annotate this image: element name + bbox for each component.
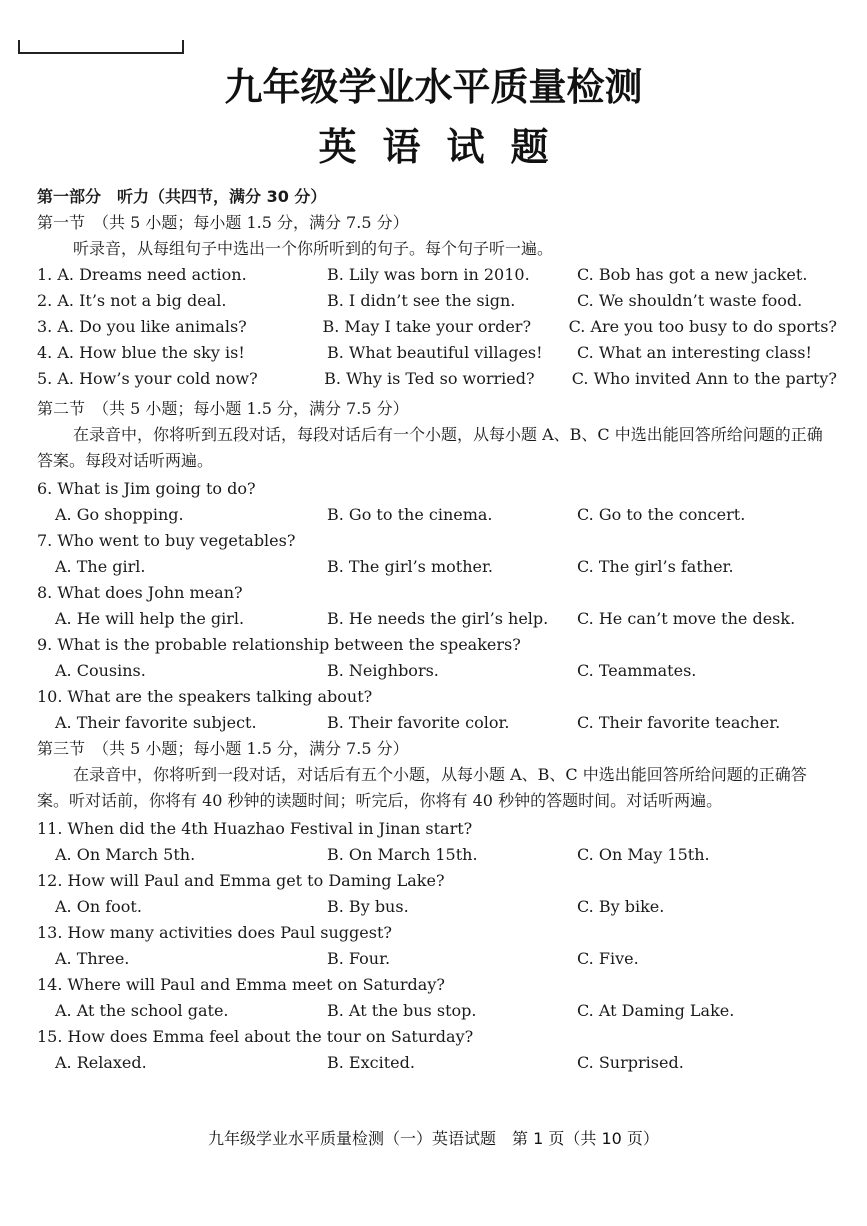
option-b: B. Go to the cinema. xyxy=(327,505,493,524)
option-b: B. Why is Ted so worried? xyxy=(324,369,535,388)
option-a: A. Go shopping. xyxy=(55,505,184,524)
option-a: A. On foot. xyxy=(55,897,142,916)
question-stem: 8. What does John mean? xyxy=(37,583,243,602)
question-row xyxy=(37,288,837,314)
section3-instruction: 在录音中，你将听到一段对话，对话后有五个小题，从每小题 A、B、C 中选出能回答所给问题的正确答案。听对话前，你将有 40 秒钟的读题时间；听完后，你将有 40 秒钟的答题时间。对话听两遍。 xyxy=(37,765,807,810)
section1-items xyxy=(37,262,837,392)
exam-title: 九年级学业水平质量检测 xyxy=(224,65,643,109)
option-a: A. Their favorite subject. xyxy=(55,713,257,732)
option-c: C. We shouldn’t waste food. xyxy=(577,291,803,310)
question-options xyxy=(37,1050,837,1076)
section3-heading: 第三节 （共 5 小题；每小题 1.5 分，满分 7.5 分） xyxy=(37,739,409,758)
section2-instruction: 在录音中，你将听到五段对话，每段对话后有一个小题，从每小题 A、B、C 中选出能回答所给问题的正确答案。每段对话听两遍。 xyxy=(37,425,823,470)
part1-heading: 第一部分 听力（共四节，满分 30 分） xyxy=(37,187,327,206)
option-c: C. Go to the concert. xyxy=(577,505,746,524)
question-stem: 11. When did the 4th Huazhao Festival in Jinan start? xyxy=(37,819,473,838)
question-options xyxy=(37,842,837,868)
option-b: B. May I take your order? xyxy=(322,317,532,336)
question-row xyxy=(37,314,837,340)
question-options xyxy=(37,658,837,684)
option-a: A. At the school gate. xyxy=(55,1001,229,1020)
question-stem: 10. What are the speakers talking about? xyxy=(37,687,373,706)
option-c: C. Surprised. xyxy=(577,1053,684,1072)
option-c: C. Who invited Ann to the party? xyxy=(571,369,837,388)
option-c: C. Their favorite teacher. xyxy=(577,713,781,732)
binding-corner-mark xyxy=(18,40,184,54)
section3-items xyxy=(37,816,837,1076)
question-stem: 15. How does Emma feel about the tour on Saturday? xyxy=(37,1027,474,1046)
option-a: 3. A. Do you like animals? xyxy=(37,317,247,336)
question-options xyxy=(37,946,837,972)
option-c: C. On May 15th. xyxy=(577,845,710,864)
option-b: B. He needs the girl’s help. xyxy=(327,609,549,628)
option-b: B. Their favorite color. xyxy=(327,713,510,732)
question-options xyxy=(37,606,837,632)
question-options xyxy=(37,502,837,528)
option-b: B. Lily was born in 2010. xyxy=(327,265,530,284)
question-options xyxy=(37,554,837,580)
option-c: C. He can’t move the desk. xyxy=(577,609,796,628)
exam-subtitle: 英语试题 xyxy=(318,125,575,169)
option-c: C. What an interesting class! xyxy=(577,343,812,362)
option-b: B. Four. xyxy=(327,949,391,968)
option-a: A. Cousins. xyxy=(55,661,146,680)
option-a: 5. A. How’s your cold now? xyxy=(37,369,258,388)
question-row xyxy=(37,262,837,288)
question-stem: 12. How will Paul and Emma get to Daming Lake? xyxy=(37,871,445,890)
option-c: C. Five. xyxy=(577,949,639,968)
option-b: B. The girl’s mother. xyxy=(327,557,493,576)
section1-heading: 第一节 （共 5 小题；每小题 1.5 分，满分 7.5 分） xyxy=(37,213,409,232)
option-a: 4. A. How blue the sky is! xyxy=(37,343,245,362)
option-b: B. Excited. xyxy=(327,1053,415,1072)
section2-items xyxy=(37,476,837,736)
option-a: 1. A. Dreams need action. xyxy=(37,265,247,284)
option-b: B. At the bus stop. xyxy=(327,1001,477,1020)
question-stem: 9. What is the probable relationship between the speakers? xyxy=(37,635,521,654)
option-c: C. The girl’s father. xyxy=(577,557,734,576)
question-options xyxy=(37,710,837,736)
option-b: B. I didn’t see the sign. xyxy=(327,291,516,310)
option-a: A. Relaxed. xyxy=(55,1053,147,1072)
section2-heading: 第二节 （共 5 小题；每小题 1.5 分，满分 7.5 分） xyxy=(37,399,409,418)
question-row xyxy=(37,340,837,366)
question-stem: 6. What is Jim going to do? xyxy=(37,479,256,498)
exam-content xyxy=(37,184,837,1076)
section1-instruction: 听录音，从每组句子中选出一个你所听到的句子。每个句子听一遍。 xyxy=(73,239,554,258)
option-b: B. By bus. xyxy=(327,897,409,916)
option-a: A. On March 5th. xyxy=(55,845,196,864)
option-c: C. At Daming Lake. xyxy=(577,1001,735,1020)
page-footer: 九年级学业水平质量检测（一）英语试题 第 1 页（共 10 页） xyxy=(208,1129,659,1148)
option-a: A. The girl. xyxy=(55,557,146,576)
option-a: A. Three. xyxy=(55,949,130,968)
option-b: B. On March 15th. xyxy=(327,845,478,864)
option-c: C. Teammates. xyxy=(577,661,697,680)
question-options xyxy=(37,894,837,920)
question-options xyxy=(37,998,837,1024)
option-c: C. Bob has got a new jacket. xyxy=(577,265,808,284)
question-row xyxy=(37,366,837,392)
question-stem: 14. Where will Paul and Emma meet on Saturday? xyxy=(37,975,445,994)
option-c: C. Are you too busy to do sports? xyxy=(568,317,837,336)
option-b: B. Neighbors. xyxy=(327,661,439,680)
question-stem: 7. Who went to buy vegetables? xyxy=(37,531,296,550)
option-c: C. By bike. xyxy=(577,897,665,916)
option-a: 2. A. It’s not a big deal. xyxy=(37,291,227,310)
question-stem: 13. How many activities does Paul suggest? xyxy=(37,923,392,942)
option-b: B. What beautiful villages! xyxy=(327,343,543,362)
option-a: A. He will help the girl. xyxy=(55,609,245,628)
